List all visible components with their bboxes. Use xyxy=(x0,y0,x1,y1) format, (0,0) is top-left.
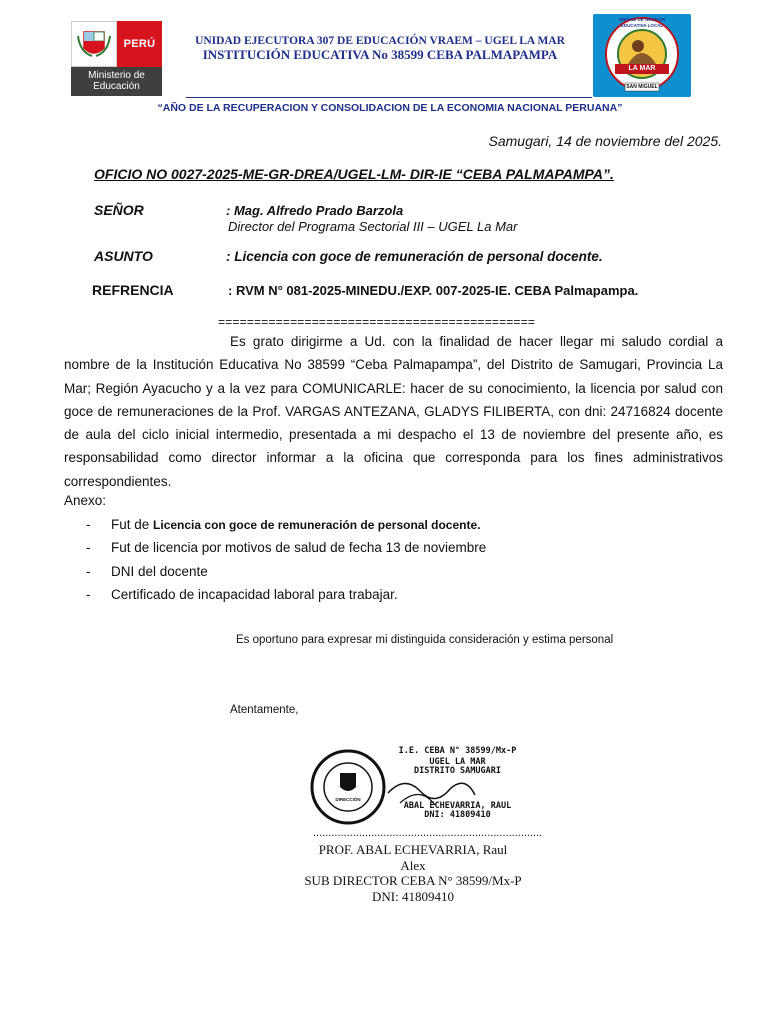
senor-label: SEÑOR xyxy=(94,202,144,218)
list-item: - DNI del docente xyxy=(86,563,208,579)
signature-line: ........................................................................... xyxy=(313,827,543,839)
stamp-line: ABAL ECHEVARRIA, RAUL xyxy=(403,801,512,811)
signer-name: PROF. ABAL ECHEVARRIA, Raul xyxy=(318,842,508,857)
header-divider xyxy=(186,97,592,98)
list-dash: - xyxy=(86,517,91,533)
recipient-title: Director del Programa Sectorial III – UGEL La Mar xyxy=(228,219,518,234)
referencia-label: REFRENCIA xyxy=(92,282,174,298)
oficio-number: OFICIO NO 0027-2025-ME-GR-DREA/UGEL-LM- DIR-IE “CEBA PALMAPAMPA”. xyxy=(94,166,614,182)
list-item: - Certificado de incapacidad laboral para trabajar. xyxy=(86,587,398,603)
document-date: Samugari, 14 de noviembre del 2025. xyxy=(488,133,722,149)
anexo-list xyxy=(86,513,486,606)
year-motto: “AÑO DE LA RECUPERACION Y CONSOLIDACION DE LA ECONOMIA NACIONAL PERUANA” xyxy=(157,102,623,114)
asunto-label: ASUNTO xyxy=(94,248,153,264)
list-item: - Fut de Licencia con goce de remuneración de personal docente. xyxy=(86,517,481,533)
letter-body: Es grato dirigirme a Ud. con la finalidad de hacer llegar mi saludo cordial a nombre de la Institución Educativa No 38599 “Ceba Palmapampa”, del Distrito de Samugari, Provincia La Mar; Región Ayacucho y a la vez para COMUNICARLE: hacer de su conocimiento, la licencia por salud con goce de remuneraciones de la Prof. VARGAS ANTEZANA, GLADYS FILIBERTA, con dni: 24716824 docente de aula del ciclo inicial intermedio, presentada a mi despacho el 13 de noviembre del presente año, es responsabilidad como director informar a la oficina que corresponda para los fines administrativos correspondientes. xyxy=(64,334,723,489)
list-dash: - xyxy=(86,540,91,556)
atentamente: Atentamente, xyxy=(230,704,299,716)
peru-label: PERÚ xyxy=(117,21,162,67)
stamp-line: DNI: 41809410 xyxy=(424,810,491,820)
header-title-institucion: INSTITUCIÓN EDUCATIVA No 38599 CEBA PALMAPAMPA xyxy=(202,47,558,62)
header-title-ugel: UNIDAD EJECUTORA 307 DE EDUCACIÓN VRAEM – UGEL LA MAR xyxy=(195,35,565,47)
ministerio-label: Ministerio de Educación xyxy=(71,67,162,96)
list-item: - Fut de licencia por motivos de salud de fecha 13 de noviembre xyxy=(86,540,487,556)
signer-dni: DNI: 41809410 xyxy=(372,889,454,904)
ugel-logo-bottom: SAN MIGUEL xyxy=(626,84,658,90)
signer-position: SUB DIRECTOR CEBA N° 38599/Mx-P xyxy=(304,873,522,888)
ugel-logo-band: LA MAR xyxy=(628,65,656,72)
asunto-value: : Licencia con goce de remuneración de personal docente. xyxy=(226,249,603,264)
ministerio-logo xyxy=(71,21,162,95)
signer-name-cont: Alex xyxy=(400,858,426,873)
anexo-label: Anexo: xyxy=(64,493,107,508)
ugel-logo-ring-text: UNIDAD DE GESTIÓN EDUCATIVA LOCAL xyxy=(618,17,666,28)
list-dash: - xyxy=(86,587,91,603)
recipient-name: : Mag. Alfredo Prado Barzola xyxy=(226,203,404,218)
separator-line: ============================================ xyxy=(218,315,536,329)
referencia-value: : RVM N° 081-2025-MINEDU./EXP. 007-2025-IE. CEBA Palmapampa. xyxy=(228,283,639,298)
seal-center-text: DIRECCIÓN xyxy=(335,797,361,802)
stamp-line: I.E. CEBA N° 38599/Mx-P xyxy=(398,746,517,756)
peru-coat-of-arms-icon xyxy=(71,21,117,67)
closing-phrase: Es oportuno para expresar mi distinguida consideración y estima personal xyxy=(236,634,614,646)
list-dash: - xyxy=(86,563,91,579)
official-stamp xyxy=(310,745,522,830)
stamp-line: UGEL LA MAR xyxy=(429,757,486,767)
ugel-logo xyxy=(593,14,691,97)
stamp-line: DISTRITO SAMUGARI xyxy=(414,766,501,776)
